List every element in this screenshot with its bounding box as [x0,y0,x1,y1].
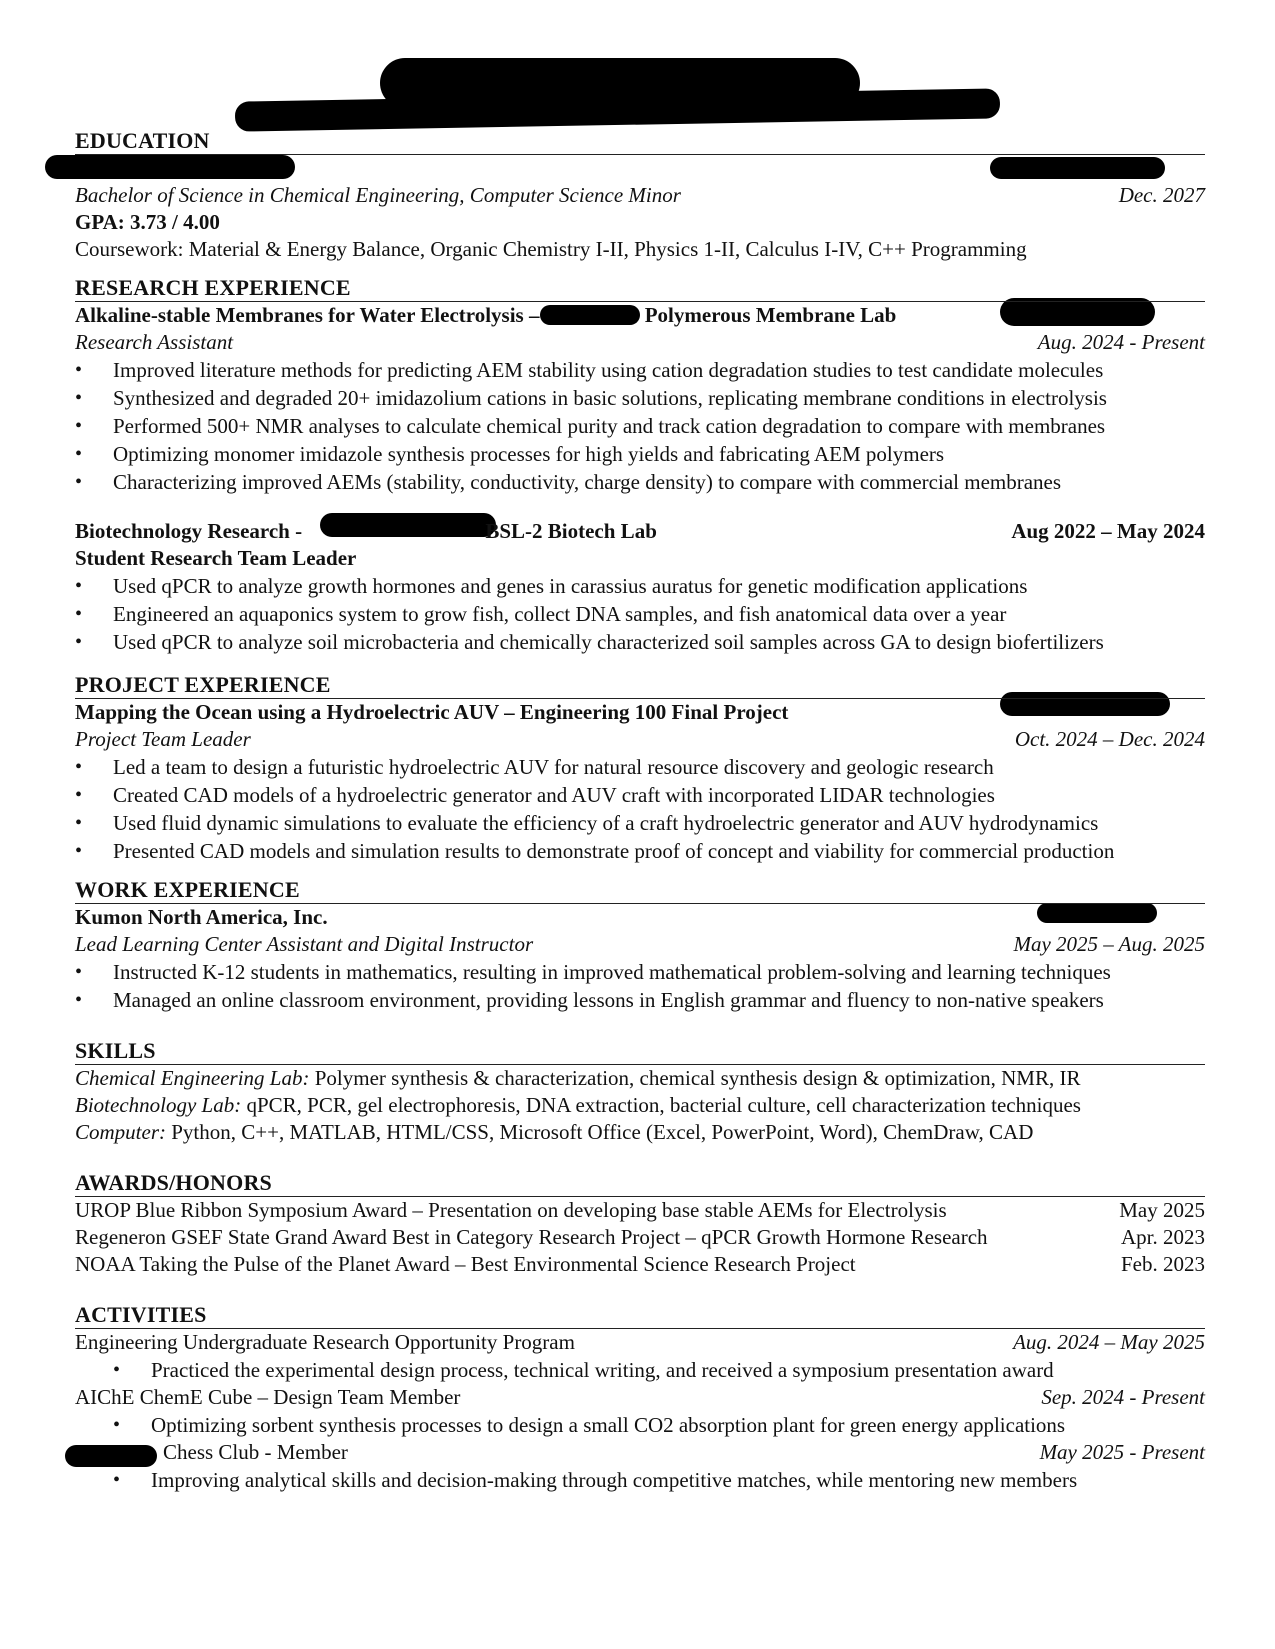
activity-date: Sep. 2024 - Present [1041,1385,1205,1409]
activity-title: Chess Club - Member [163,1440,348,1464]
work-date: May 2025 – Aug. 2025 [1013,932,1205,956]
work-company: Kumon North America, Inc. [75,905,328,929]
skills-heading: SKILLS [75,1038,1205,1065]
activity-date: May 2025 - Present [1039,1440,1205,1464]
list-item: • Engineered an aquaponics system to grow fish, collect DNA samples, and fish anatomical data over a year [75,600,1205,628]
research-section [75,275,1205,656]
biotech-role: Student Research Team Leader [75,546,357,570]
skills-label: Computer: [75,1120,166,1144]
education-section [75,128,1205,263]
award-text: NOAA Taking the Pulse of the Planet Award – Best Environmental Science Research Project [75,1252,856,1276]
skills-section [75,1038,1205,1146]
research-heading: RESEARCH EXPERIENCE [75,275,1205,302]
research-date: Aug. 2024 - Present [1037,330,1205,354]
activities-section [75,1302,1205,1494]
skills-row-computer [75,1119,1205,1146]
list-item: • Managed an online classroom environment, providing lessons in English grammar and fluency to non-native speakers [75,986,1205,1014]
project-bullets [75,753,1205,865]
list-item: • Created CAD models of a hydroelectric generator and AUV craft with incorporated LIDAR technologies [75,781,1205,809]
award-row [75,1224,1205,1251]
list-item: • Optimizing sorbent synthesis processes to design a small CO2 absorption plant for green energy applications [113,1411,1205,1439]
skills-label: Biotechnology Lab: [75,1093,242,1117]
activity-date: Aug. 2024 – May 2025 [1013,1330,1205,1354]
research-role: Research Assistant [75,330,234,354]
work-heading: WORK EXPERIENCE [75,877,1205,904]
project-section [75,672,1205,865]
skills-text: Polymer synthesis & characterization, chemical synthesis design & optimization, NMR, IR [309,1066,1081,1090]
list-item: • Synthesized and degraded 20+ imidazolium cations in basic solutions, replicating membrane conditions in electrolysis [75,384,1205,412]
skills-row-chem [75,1065,1205,1092]
biotech-title-lab: BSL-2 Biotech Lab [485,519,657,543]
skills-row-bio [75,1092,1205,1119]
skills-text: Python, C++, MATLAB, HTML/CSS, Microsoft Office (Excel, PowerPoint, Word), ChemDraw, CAD [166,1120,1034,1144]
list-item: • Used fluid dynamic simulations to evaluate the efficiency of a craft hydroelectric generator and AUV hydrodynamics [75,809,1205,837]
project-title: Mapping the Ocean using a Hydroelectric AUV – Engineering 100 Final Project [75,700,789,724]
research-title-lab: Polymerous Membrane Lab [644,303,897,327]
biotech-bullets [75,572,1205,656]
education-heading: EDUCATION [75,128,1205,155]
award-date: May 2025 [1119,1198,1205,1222]
award-text: Regeneron GSEF State Grand Award Best in Category Research Project – qPCR Growth Hormone Research [75,1225,988,1249]
award-text: UROP Blue Ribbon Symposium Award – Presentation on developing base stable AEMs for Electrolysis [75,1198,947,1222]
resume-page [75,0,1205,1494]
activity-row [75,1329,1205,1356]
list-item: • Presented CAD models and simulation results to demonstrate proof of concept and viability for commercial production [75,837,1205,865]
award-row [75,1197,1205,1224]
activities-heading: ACTIVITIES [75,1302,1205,1329]
activity-title: AIChE ChemE Cube – Design Team Member [75,1385,461,1409]
list-item: • Used qPCR to analyze soil microbacteria and chemically characterized soil samples across GA to design biofertilizers [75,628,1205,656]
project-date: Oct. 2024 – Dec. 2024 [1014,727,1205,751]
list-item: • Optimizing monomer imidazole synthesis processes for high yields and fabricating AEM polymers [75,440,1205,468]
activity-row [75,1439,1205,1466]
award-date: Feb. 2023 [1121,1252,1205,1276]
award-row [75,1251,1205,1278]
biotech-date: Aug 2022 – May 2024 [1011,519,1205,543]
awards-heading: AWARDS/HONORS [75,1170,1205,1197]
work-bullets [75,958,1205,1014]
work-section [75,877,1205,1014]
skills-text: qPCR, PCR, gel electrophoresis, DNA extraction, bacterial culture, cell characterization techniques [241,1093,1081,1117]
list-item: • Improved literature methods for predicting AEM stability using cation degradation studies to test candidate molecules [75,356,1205,384]
list-item: • Improving analytical skills and decision-making through competitive matches, while mentoring new members [113,1466,1205,1494]
research-bullets [75,356,1205,496]
research-title [75,302,896,329]
research-title-part: Alkaline-stable Membranes for Water Electrolysis – [75,303,540,327]
project-role: Project Team Leader [75,727,251,751]
work-role: Lead Learning Center Assistant and Digital Instructor [75,932,534,956]
list-item: • Used qPCR to analyze growth hormones and genes in carassius auratus for genetic modification applications [75,572,1205,600]
list-item: • Performed 500+ NMR analyses to calculate chemical purity and track cation degradation to compare with membranes [75,412,1205,440]
project-heading: PROJECT EXPERIENCE [75,672,1205,699]
biotech-title [75,518,657,545]
coursework: Coursework: Material & Energy Balance, Organic Chemistry I-II, Physics 1-II, Calculus I-IV, C++ Programming [75,237,1027,261]
awards-section [75,1170,1205,1278]
award-date: Apr. 2023 [1121,1225,1205,1249]
degree-date: Dec. 2027 [1118,183,1205,207]
activity-row [75,1384,1205,1411]
skills-label: Chemical Engineering Lab: [75,1066,310,1090]
list-item: • Characterizing improved AEMs (stability, conductivity, charge density) to compare with commercial membranes [75,468,1205,496]
list-item: • Led a team to design a futuristic hydroelectric AUV for natural resource discovery and geologic research [75,753,1205,781]
list-item: • Practiced the experimental design process, technical writing, and received a symposium presentation award [113,1356,1205,1384]
biotech-title-part: Biotechnology Research - [75,519,303,543]
gpa: GPA: 3.73 / 4.00 [75,210,220,234]
degree: Bachelor of Science in Chemical Engineering, Computer Science Minor [75,183,681,207]
list-item: • Instructed K-12 students in mathematics, resulting in improved mathematical problem-solving and learning techniques [75,958,1205,986]
activity-title: Engineering Undergraduate Research Opportunity Program [75,1330,575,1354]
